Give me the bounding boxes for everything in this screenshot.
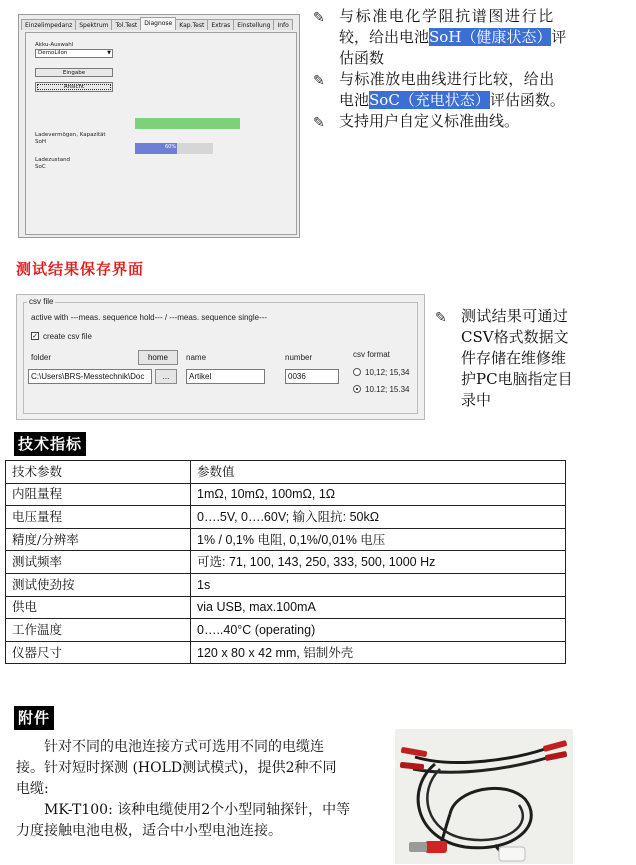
accessory-line-5: 力度接触电池电极，适合中小型电池连接。 <box>16 823 282 839</box>
create-csv-label: create csv file <box>43 332 92 341</box>
csv-bullet-line-4: 护PC电脑指定目 <box>461 370 573 388</box>
table-row <box>6 619 566 642</box>
bullet-1-line-3: 估函数 <box>339 49 385 67</box>
browse-button[interactable]: ... <box>155 369 177 384</box>
csv-active-text: active with ---meas. sequence hold--- / ---meas. sequence single--- <box>31 313 268 322</box>
spec-param: 测试频率 <box>6 551 191 574</box>
tab-diagnose[interactable]: Diagnose <box>140 17 176 30</box>
bullet-2-text-post: 评估函数。 <box>489 91 565 109</box>
pencil-bullet-icon: ✎ <box>313 73 325 89</box>
akku-select[interactable] <box>35 49 113 58</box>
spec-param: 电压量程 <box>6 506 191 529</box>
tab-info[interactable]: Info <box>273 19 292 30</box>
table-row <box>6 461 566 484</box>
bullet-2-line-1: 与标准放电曲线进行比较，给出 <box>339 70 555 88</box>
spec-param: 测试使劲按 <box>6 573 191 596</box>
spec-table <box>5 460 566 664</box>
format-option-2-label: 10.12; 15.34 <box>365 385 410 394</box>
spec-value: 1% / 0,1% 电阻, 0,1%/0,01% 电压 <box>191 528 566 551</box>
radio-icon[interactable] <box>353 385 361 393</box>
spec-param: 内阻量程 <box>6 483 191 506</box>
spec-value: 0….5V, 0….60V; 输入阻抗: 50kΩ <box>191 506 566 529</box>
spec-section-title: 技术指标 <box>14 432 86 456</box>
spec-value: 可选: 71, 100, 143, 250, 333, 500, 1000 Hz <box>191 551 566 574</box>
spec-value: via USB, max.100mA <box>191 596 566 619</box>
csv-bullet-line-1: 测试结果可通过 <box>461 307 569 325</box>
spec-param: 供电 <box>6 596 191 619</box>
csv-window-screenshot <box>16 294 425 420</box>
soh-bar <box>135 118 240 129</box>
spec-param: 精度/分辨率 <box>6 528 191 551</box>
format-option-1-label: 10,12; 15,34 <box>365 368 410 377</box>
name-input[interactable]: Artikel <box>186 369 265 384</box>
spec-value: 1mΩ, 10mΩ, 100mΩ, 1Ω <box>191 483 566 506</box>
soc-bar-value: 60% <box>165 144 177 150</box>
tab-einstellung[interactable]: Einstellung <box>233 19 274 30</box>
folder-path-input[interactable]: C:\Users\BRS-Messtechnik\Doc <box>28 369 152 384</box>
cable-photo <box>395 729 573 864</box>
table-row <box>6 573 566 596</box>
tab-kap-test[interactable]: Kap.Test <box>175 19 208 30</box>
csv-group-title: csv file <box>29 297 54 306</box>
table-row <box>6 596 566 619</box>
soh-abbr: SoH <box>35 139 46 145</box>
checkbox-checked-icon[interactable]: ✓ <box>32 332 38 340</box>
diagnose-tab-strip <box>21 19 292 32</box>
accessory-line-3: 电缆: <box>16 781 49 797</box>
number-input[interactable]: 0036 <box>285 369 339 384</box>
csv-format-label: csv format <box>353 350 390 359</box>
folder-label: folder <box>31 353 52 362</box>
table-row <box>6 506 566 529</box>
bullet-1-text: 较，给出电池 <box>339 28 430 46</box>
akku-select-value: DemoLiIon <box>38 50 68 56</box>
pencil-bullet-icon: ✎ <box>313 10 325 26</box>
spec-value: 120 x 80 x 42 mm, 铝制外壳 <box>191 641 566 664</box>
spec-param: 仪器尺寸 <box>6 641 191 664</box>
number-label: number <box>285 353 313 362</box>
accessory-section-title: 附件 <box>14 706 54 730</box>
tab-extras[interactable]: Extras <box>207 19 234 30</box>
soc-abbr: SoC <box>35 164 46 170</box>
tab-einzelimpedanz[interactable]: Einzelimpedanz <box>21 19 76 30</box>
diagnose-window-screenshot <box>18 14 300 238</box>
soh-label: Ladevermögen, Kapazität <box>35 132 106 138</box>
accessory-line-1: 针对不同的电池连接方式可选用不同的电缆连 <box>44 739 324 755</box>
bullet-2-line-2 <box>339 90 565 111</box>
pencil-bullet-icon: ✎ <box>435 310 447 326</box>
accessory-line-2: 接。针对短时探测 (HOLD测试模式)，提供2种不同 <box>16 760 337 776</box>
bullet-1-line-2 <box>339 27 566 48</box>
accessory-line-4: MK-T100: 该种电缆使用2个小型同轴探针，中等 <box>44 802 351 818</box>
csv-bullet-line-3: 件存储在维修维 <box>461 349 567 367</box>
akku-select-label: Akku-Auswahl <box>35 42 74 48</box>
bullet-1-line-1: 与标准电化学阻抗谱图进行比 <box>339 7 555 25</box>
bullet-1-text-post: 评 <box>551 28 567 46</box>
spec-value: 参数值 <box>191 461 566 484</box>
csv-bullet-line-2: CSV格式数据文 <box>461 328 569 346</box>
pencil-bullet-icon: ✎ <box>313 115 325 131</box>
home-button[interactable]: home <box>138 350 178 365</box>
soc-highlight: SoC（充电状态） <box>369 91 490 109</box>
spec-value: 0…..40°C (operating) <box>191 619 566 642</box>
csv-bullet-line-5: 录中 <box>461 391 492 409</box>
table-row <box>6 641 566 664</box>
tab-tol-test[interactable]: Tol.Test <box>111 19 141 30</box>
radio-icon[interactable] <box>353 368 361 376</box>
spec-param: 技术参数 <box>6 461 191 484</box>
table-row <box>6 551 566 574</box>
spec-param: 工作温度 <box>6 619 191 642</box>
dropdown-arrow-icon: ▼ <box>107 50 111 56</box>
ansicht-button[interactable]: Ansicht <box>35 82 113 92</box>
soc-label: Ladezustand <box>35 157 71 163</box>
table-row <box>6 528 566 551</box>
bullet-3-line-1: 支持用户自定义标准曲线。 <box>339 112 520 130</box>
name-label: name <box>186 353 207 362</box>
save-section-title: 测试结果保存界面 <box>16 260 145 278</box>
tab-spektrum[interactable]: Spektrum <box>75 19 112 30</box>
eingabe-button[interactable]: Eingabe <box>35 68 113 77</box>
diagnose-panel <box>25 32 297 235</box>
table-row <box>6 483 566 506</box>
soh-highlight: SoH（健康状态） <box>429 28 552 46</box>
bullet-2-text: 电池 <box>339 91 370 109</box>
spec-value: 1s <box>191 573 566 596</box>
cable-illustration <box>395 729 573 864</box>
